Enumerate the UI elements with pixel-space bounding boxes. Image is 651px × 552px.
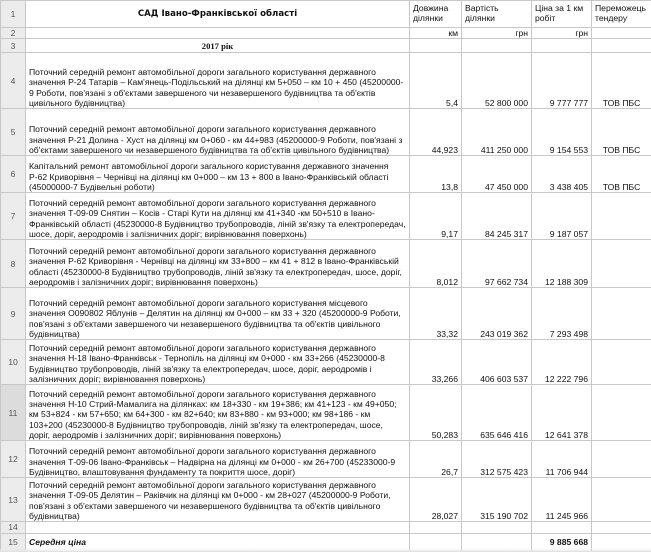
empty-cell[interactable]	[462, 522, 532, 533]
row-number[interactable]: 3	[1, 39, 26, 53]
unit-length[interactable]: км	[410, 28, 462, 39]
price-cell[interactable]: 12 188 309	[532, 240, 592, 288]
row-number[interactable]: 7	[1, 193, 26, 240]
row-number[interactable]: 6	[1, 156, 26, 193]
length-cell[interactable]: 9,17	[410, 193, 462, 240]
price-cell[interactable]: 9 777 777	[532, 53, 592, 109]
cost-cell[interactable]: 312 575 423	[462, 441, 532, 478]
road-description[interactable]: Поточний середній ремонт автомобільної дороги загального користування державного значення Р-62 Криворівня - Чернівці на ділянці км 33+800 – км 41 + 812 в Івано-Франківській області (45230000-8 Будівництво трубопроводів, ліній зв'язку та електропередач, шосе, доріг, аеродромів і залізничних доріг; вирівнювання поверхонь)	[26, 240, 410, 288]
road-description[interactable]: Поточний середній ремонт автомобільної дороги загального користування державного значення Н-18 Івано-Франківськ - Тернопіль на ділянці км 0+000 - км 33+266 (45230000-8 Будівництво трубопроводів, ліній зв'язку та електропередач, шосе, доріг, аеродромів і залізничних доріг; вирівнювання поверхонь)	[26, 340, 410, 385]
empty-cell[interactable]	[462, 39, 532, 53]
empty-cell[interactable]	[532, 522, 592, 533]
row-number[interactable]: 15	[1, 533, 26, 551]
empty-cell[interactable]	[592, 522, 651, 533]
price-cell[interactable]: 7 293 498	[532, 288, 592, 340]
cost-cell[interactable]: 52 800 000	[462, 53, 532, 109]
row-number[interactable]: 10	[1, 340, 26, 385]
road-description[interactable]: Поточний середній ремонт автомобільної дороги загального користування державного значення Т-09-09 Снятин – Косів - Старі Кути на ділянці км 41+340 -км 50+510 в Івано-Франківській області (45230000-8 Будівництво трубопроводів, ліній зв'язку та електропередач, шосе, доріг, аеродромів і залізничних доріг; вирівнювання поверхонь)	[26, 193, 410, 240]
cost-cell[interactable]: 47 450 000	[462, 156, 532, 193]
header-cost[interactable]: Вартість ділянки	[462, 1, 532, 28]
table-row	[1, 109, 651, 156]
price-cell[interactable]: 9 187 057	[532, 193, 592, 240]
average-value[interactable]: 9 885 668	[532, 533, 592, 551]
unit-cost[interactable]: грн	[462, 28, 532, 39]
price-cell[interactable]: 9 154 553	[532, 109, 592, 156]
road-description[interactable]: Поточний середній ремонт автомобільної дороги загального користування державного значення Р-21 Долина - Хуст на ділянці км 0+060 - км 44+983 (45200000-9 Роботи, пов'язані з об'єктами завершеного чи незавершеного будівництва та об'єктів цивільного будівництва)	[26, 109, 410, 156]
length-cell[interactable]: 33,32	[410, 288, 462, 340]
price-cell[interactable]: 12 641 378	[532, 385, 592, 441]
sheet-title[interactable]: САД Івано-Франківської області	[26, 1, 410, 28]
winner-cell[interactable]: ТОВ ПБС	[592, 109, 651, 156]
header-row	[1, 1, 651, 28]
length-cell[interactable]: 8,012	[410, 240, 462, 288]
length-cell[interactable]: 44,923	[410, 109, 462, 156]
units-row	[1, 28, 651, 39]
cost-cell[interactable]: 635 646 416	[462, 385, 532, 441]
length-cell[interactable]: 5,4	[410, 53, 462, 109]
length-cell[interactable]: 28,027	[410, 478, 462, 522]
empty-cell[interactable]	[592, 39, 651, 53]
table-row	[1, 53, 651, 109]
row-number[interactable]: 11	[1, 385, 26, 441]
length-cell[interactable]: 26,7	[410, 441, 462, 478]
unit-price[interactable]: грн	[532, 28, 592, 39]
empty-cell[interactable]	[532, 39, 592, 53]
cost-cell[interactable]: 315 190 702	[462, 478, 532, 522]
winner-cell[interactable]	[592, 385, 651, 441]
cost-cell[interactable]: 411 250 000	[462, 109, 532, 156]
price-cell[interactable]: 11 245 966	[532, 478, 592, 522]
row-number[interactable]: 2	[1, 28, 26, 39]
table-row	[1, 288, 651, 340]
length-cell[interactable]: 50,283	[410, 385, 462, 441]
price-cell[interactable]: 11 706 944	[532, 441, 592, 478]
table-row	[1, 478, 651, 522]
row-number[interactable]: 1	[1, 1, 26, 28]
price-cell[interactable]: 3 438 405	[532, 156, 592, 193]
cost-cell[interactable]: 243 019 362	[462, 288, 532, 340]
road-description[interactable]: Капітальний ремонт автомобільної дороги загального користування державного значення Р-62 Криворівня – Чернівці на ділянці км 0+000 – км 13 + 800 в Івано-Франківській області (45000000-7 Будівельні роботи)	[26, 156, 410, 193]
road-description[interactable]: Поточний середній ремонт автомобільної дороги загального користування державного значення Т-09-06 Івано-Франківськ – Надвірна на ділянці км 0+000 - км 26+700 (45233000-9 Будівництво, влаштовування фундаменту та покриття шосе, доріг)	[26, 441, 410, 478]
row-number[interactable]: 4	[1, 53, 26, 109]
row-number[interactable]: 12	[1, 441, 26, 478]
winner-cell[interactable]	[592, 193, 651, 240]
price-cell[interactable]: 12 222 796	[532, 340, 592, 385]
empty-row	[1, 522, 651, 533]
road-description[interactable]: Поточний середній ремонт автомобільної дороги загального користування державного значення Р-24 Татарів – Кам'янець-Подільський на ділянці км 5+050 – км 10 + 450 (45200000-9 Роботи, пов'язані з об'єктами завершеного чи незавершеного будівництва та об'єктів цивільного будівництва)	[26, 53, 410, 109]
header-winner[interactable]: Переможець тендеру	[592, 1, 651, 28]
table-row	[1, 441, 651, 478]
empty-cell[interactable]	[592, 28, 651, 39]
year-row	[1, 39, 651, 53]
row-number[interactable]: 8	[1, 240, 26, 288]
row-number[interactable]: 14	[1, 522, 26, 533]
table-row	[1, 340, 651, 385]
header-price[interactable]: Ціна за 1 км робіт	[532, 1, 592, 28]
length-cell[interactable]: 13,8	[410, 156, 462, 193]
row-number[interactable]: 13	[1, 478, 26, 522]
empty-cell[interactable]	[26, 522, 410, 533]
length-cell[interactable]: 33,266	[410, 340, 462, 385]
cost-cell[interactable]: 406 603 537	[462, 340, 532, 385]
empty-cell[interactable]	[26, 28, 410, 39]
empty-cell[interactable]	[410, 39, 462, 53]
table-row	[1, 156, 651, 193]
winner-cell[interactable]	[592, 441, 651, 478]
bottom-edge-shadow	[0, 548, 651, 552]
winner-cell[interactable]	[592, 340, 651, 385]
cost-cell[interactable]: 84 245 317	[462, 193, 532, 240]
road-description[interactable]: Поточний середній ремонт автомобільної дороги загального користування державного значення Т-09-05 Делятин – Раківчик на ділянці км 0+000 - км 28+027 (45200000-9 Роботи, пов'язані з об'єктами завершеного чи незавершеного будівництва та об'єктів цивільного будівництва)	[26, 478, 410, 522]
winner-cell[interactable]: ТОВ ПБС	[592, 156, 651, 193]
row-number[interactable]: 9	[1, 288, 26, 340]
winner-cell[interactable]: ТОВ ПБС	[592, 53, 651, 109]
road-description[interactable]: Поточний середній ремонт автомобільної дороги загального користування державного значення Н-10 Стрий-Мамалига на ділянках: км 18+330 - км 19+386; км 41+123 - км 49+050; км 53+824 - км 57+650; км 64+300 - км 82+640; км 83+880 - км 93+000; км 98+186 - км 103+200 (45230000-8 Будівництво трубопроводів, ліній зв'язку та електропередач, шосе, доріг, аеродромів і залізничних доріг; вирівнювання поверхонь)	[26, 385, 410, 441]
header-length[interactable]: Довжина ділянки	[410, 1, 462, 28]
row-number[interactable]: 5	[1, 109, 26, 156]
average-label[interactable]: Середня ціна	[26, 533, 410, 551]
empty-cell[interactable]	[410, 522, 462, 533]
winner-cell[interactable]	[592, 240, 651, 288]
winner-cell[interactable]	[592, 288, 651, 340]
table-row	[1, 193, 651, 240]
year-label[interactable]: 2017 рік	[26, 39, 410, 53]
winner-cell[interactable]	[592, 478, 651, 522]
road-description[interactable]: Поточний середній ремонт автомобільної дороги загального користування місцевого значення О090802 Яблунів – Делятин на ділянці км 0+000 – км 33 + 320 (45200000-9 Роботи, пов'язані з об'єктами завершеного чи незавершеного будівництва та об'єктів цивільного будівництва)	[26, 288, 410, 340]
table-row	[1, 240, 651, 288]
table-row	[1, 385, 651, 441]
cost-cell[interactable]: 97 662 734	[462, 240, 532, 288]
